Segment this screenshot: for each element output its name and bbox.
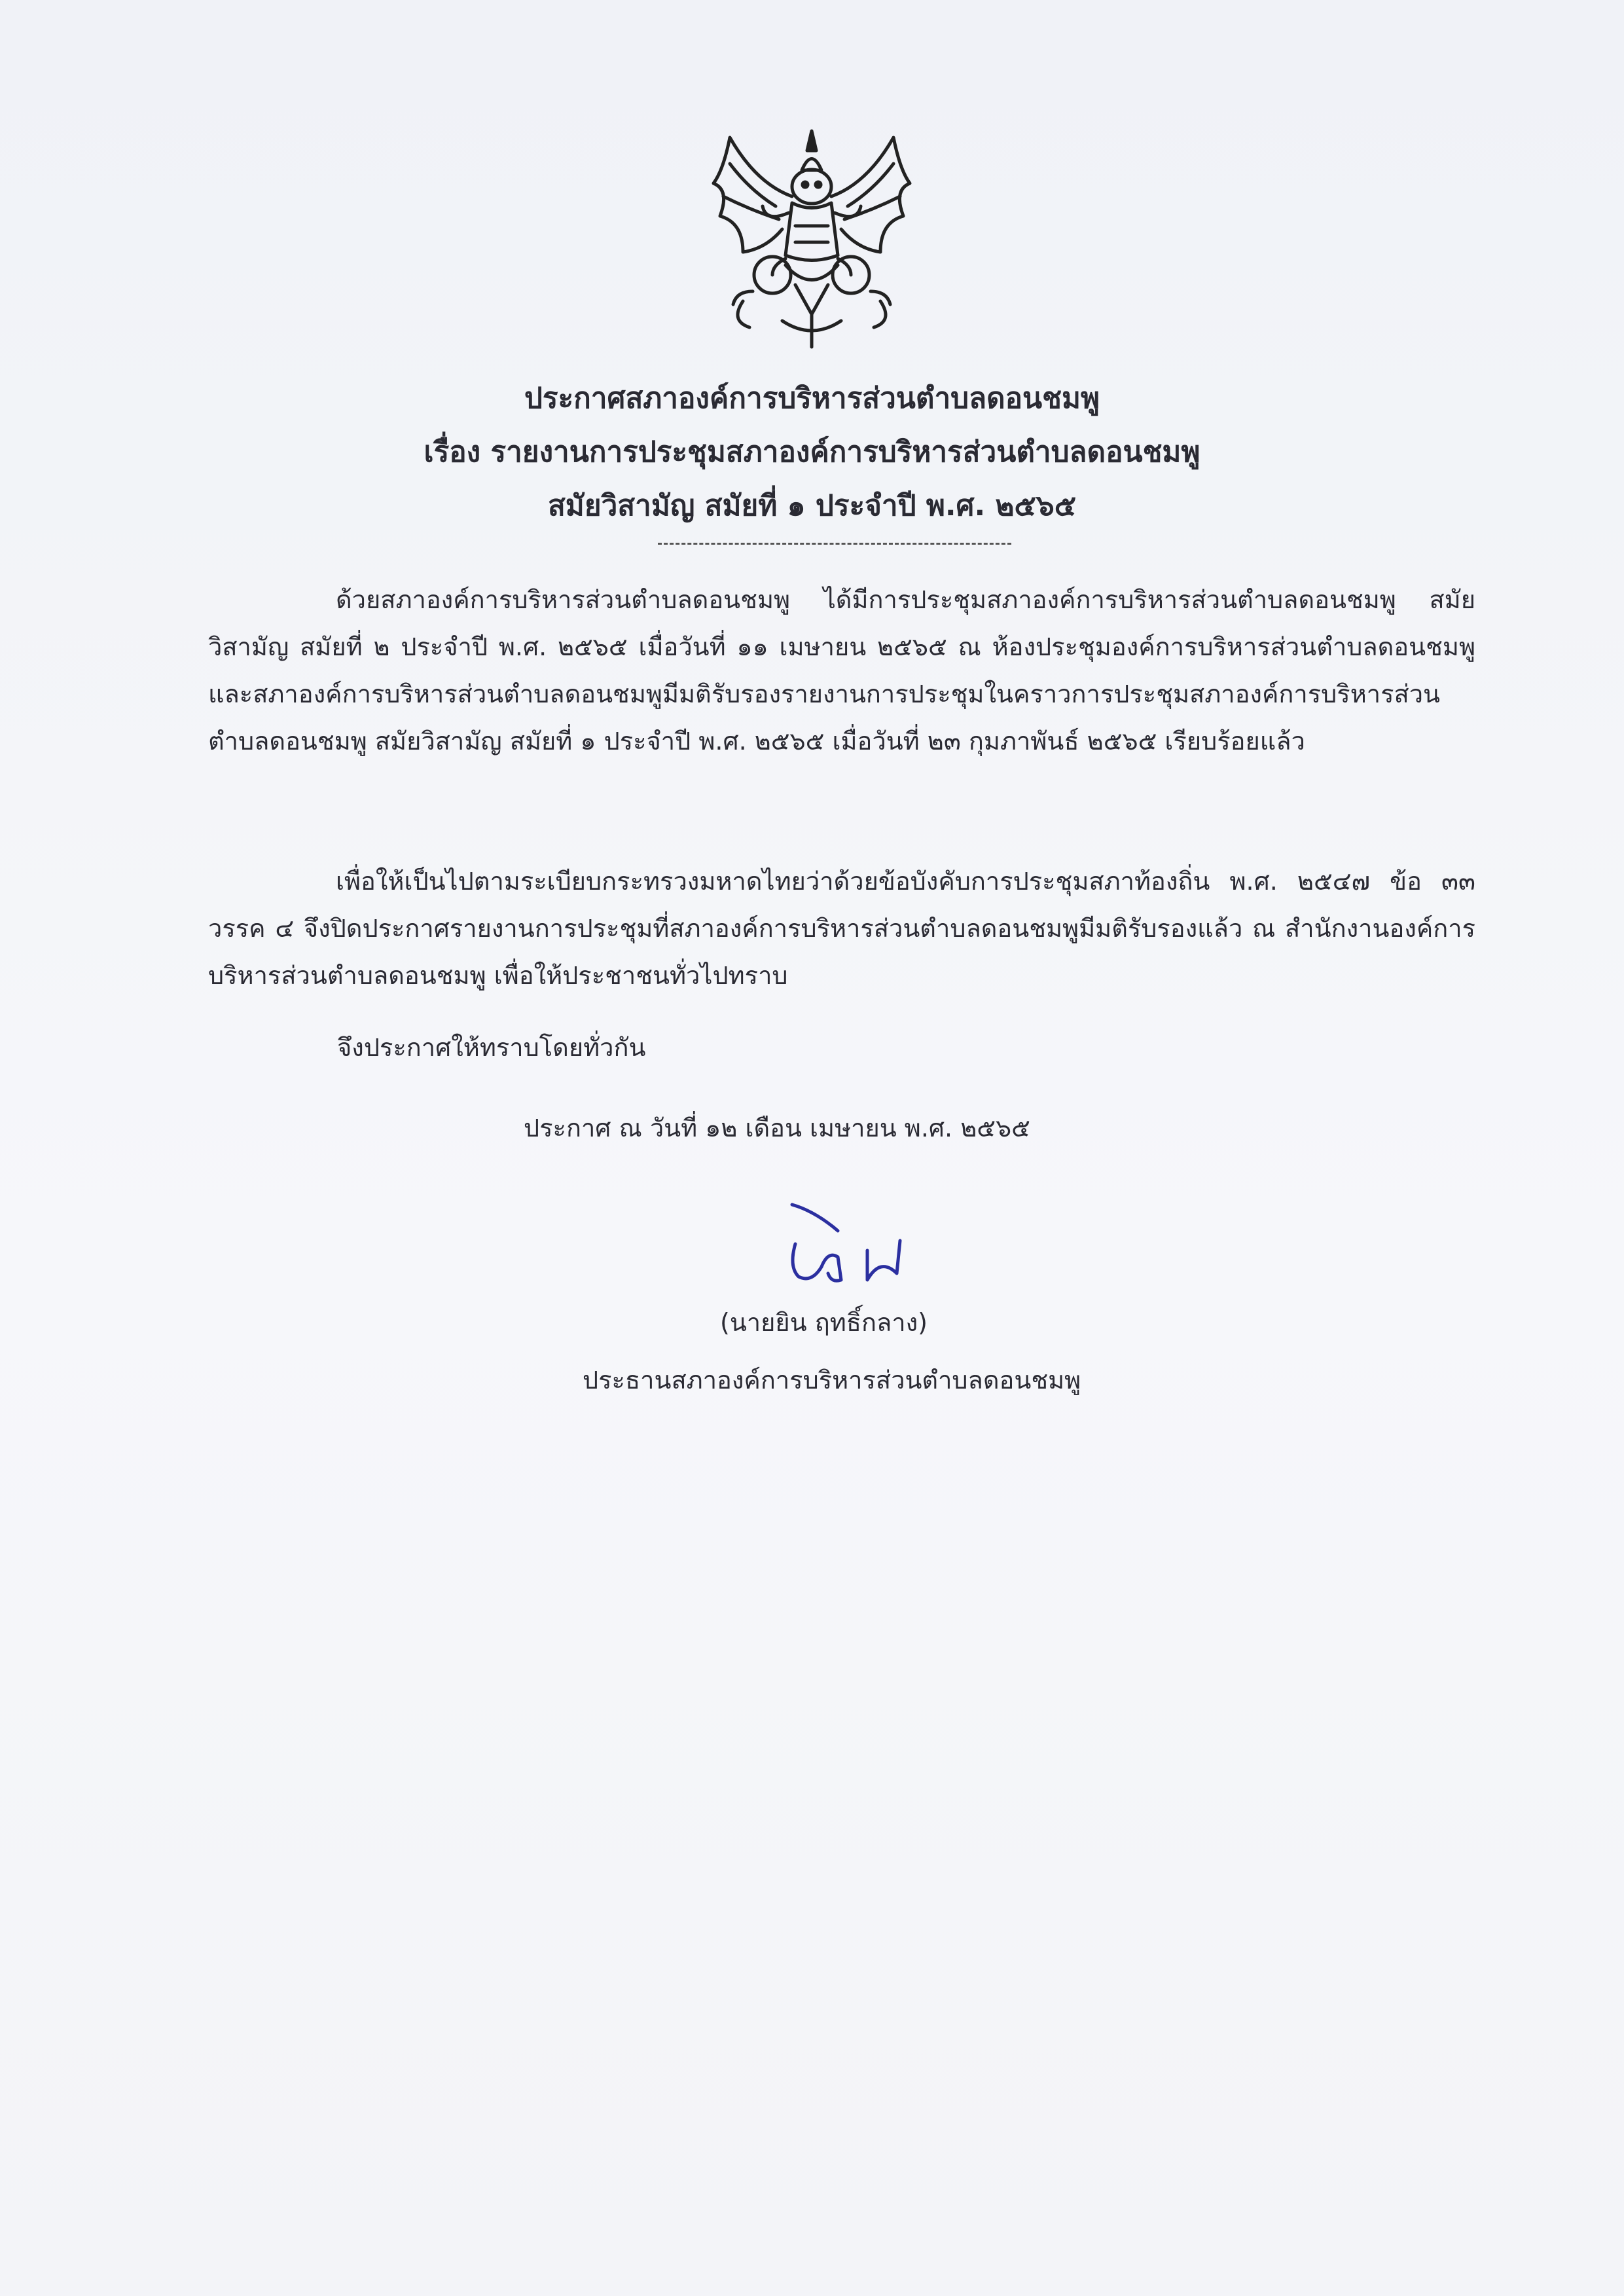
title-divider [658,543,1011,545]
announcement-subject: เรื่อง รายงานการประชุมสภาองค์การบริหารส่วนตำบลดอนชมพู [424,435,1200,469]
signatory-position: ประธานสภาองค์การบริหารส่วนตำบลดอนชมพู [583,1366,1081,1394]
paragraph-2-text: เพื่อให้เป็นไปตามระเบียบกระทรวงมหาดไทยว่าด้วยข้อบังคับการประชุมสภาท้องถิ่น พ.ศ. ๒๕๔๗ ข้อ ๓๓ วรรค ๔ จึงปิดประกาศรายงานการประชุมที่สภาองค์การบริหารส่วนตำบลดอนชมพูมีมติรับรองแล้ว ณ สำนักงานองค์การบริหารส่วนตำบลดอนชมพู เพื่อให้ประชาชนทั่วไปทราบ [208,867,1475,990]
garuda-emblem-icon [704,124,920,360]
announcement-session: สมัยวิสามัญ สมัยที่ ๑ ประจำปี พ.ศ. ๒๕๖๕ [547,489,1077,522]
announcement-title: ประกาศสภาองค์การบริหารส่วนตำบลดอนชมพู [524,382,1100,415]
paragraph-1-text: ด้วยสภาองค์การบริหารส่วนตำบลดอนชมพู ได้มีการประชุมสภาองค์การบริหารส่วนตำบลดอนชมพู สมัยวิสามัญ สมัยที่ ๒ ประจำปี พ.ศ. ๒๕๖๕ เมื่อวันที่ ๑๑ เมษายน ๒๕๖๕ ณ ห้องประชุมองค์การบริหารส่วนตำบลดอนชมพู และสภาองค์การบริหารส่วนตำบลดอนชมพูมีมติรับรองรายงานการประชุมในคราวการประชุมสภาองค์การบริหารส่วนตำบลดอนชมพู สมัยวิสามัญ สมัยที่ ๑ ประจำปี พ.ศ. ๒๕๖๕ เมื่อวันที่ ๒๓ กุมภาพันธ์ ๒๕๖๕ เรียบร้อยแล้ว [208,585,1475,756]
closing-line: จึงประกาศให้ทราบโดยทั่วกัน [337,1033,646,1062]
body-paragraph-1 [208,576,1475,765]
date-line: ประกาศ ณ วันที่ ๑๒ เดือน เมษายน พ.ศ. ๒๕๖๕ [524,1114,1030,1142]
signatory-name: (นายยิน ฤทธิ์กลาง) [720,1308,928,1337]
body-paragraph-2 [208,858,1475,999]
handwritten-signature-icon [776,1195,933,1293]
